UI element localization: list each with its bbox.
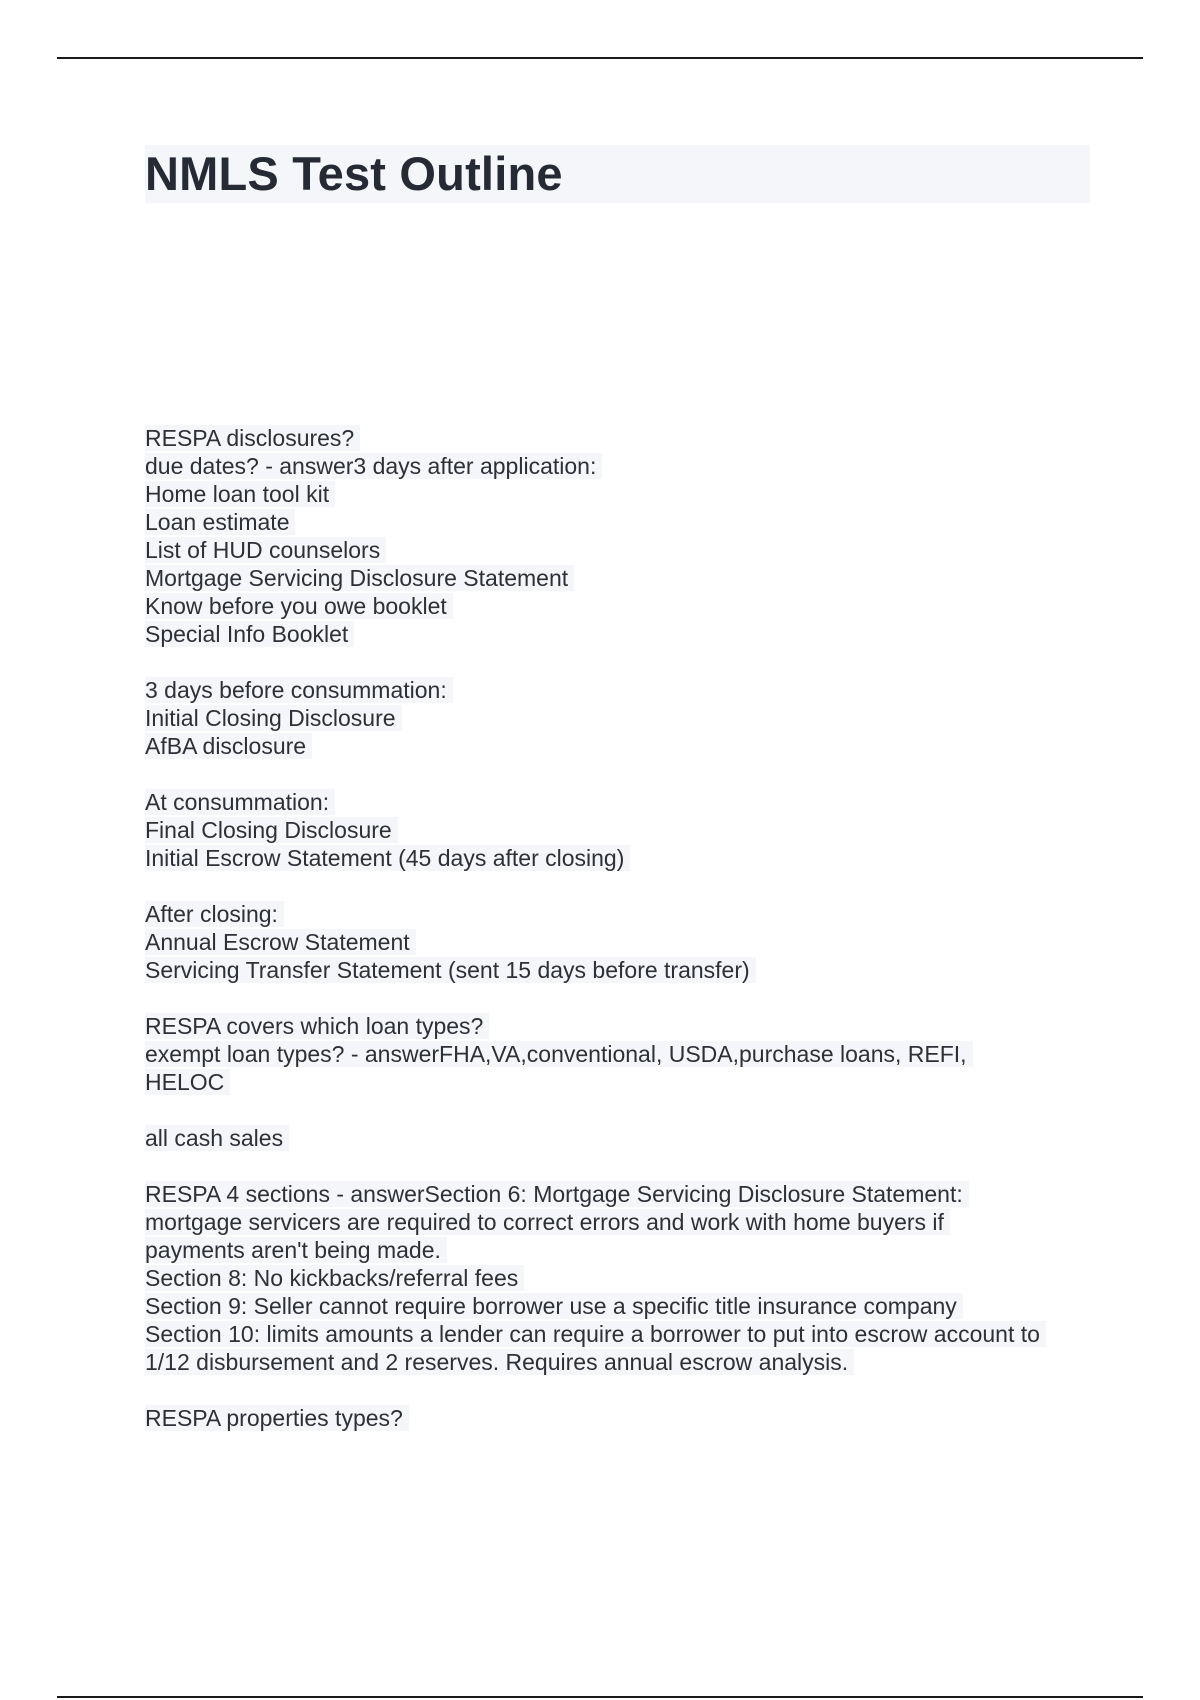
text-line: all cash sales (145, 1124, 1095, 1152)
text-line: At consummation: (145, 788, 1095, 816)
text-line: Know before you owe booklet (145, 592, 1095, 620)
text-line: RESPA 4 sections - answerSection 6: Mortgage Servicing Disclosure Statement: (145, 1180, 1095, 1208)
text-line: Section 10: limits amounts a lender can require a borrower to put into escrow account to (145, 1320, 1095, 1348)
text-line: RESPA covers which loan types? (145, 1012, 1095, 1040)
text-line: exempt loan types? - answerFHA,VA,conventional, USDA,purchase loans, REFI, (145, 1040, 1095, 1068)
text-line: payments aren't being made. (145, 1236, 1095, 1264)
text-line: due dates? - answer3 days after application: (145, 452, 1095, 480)
blank-line (145, 984, 1095, 1012)
text-line: Home loan tool kit (145, 480, 1095, 508)
blank-line (145, 1376, 1095, 1404)
text-line: Section 8: No kickbacks/referral fees (145, 1264, 1095, 1292)
text-line: RESPA properties types? (145, 1404, 1095, 1432)
blank-line (145, 648, 1095, 676)
text-line: AfBA disclosure (145, 732, 1095, 760)
text-line: List of HUD counselors (145, 536, 1095, 564)
text-line: Special Info Booklet (145, 620, 1095, 648)
text-line: Mortgage Servicing Disclosure Statement (145, 564, 1095, 592)
blank-line (145, 872, 1095, 900)
text-line: Annual Escrow Statement (145, 928, 1095, 956)
text-line: RESPA disclosures? (145, 424, 1095, 452)
text-line: Initial Closing Disclosure (145, 704, 1095, 732)
text-line: Loan estimate (145, 508, 1095, 536)
document-body (145, 424, 1095, 1432)
text-line: 3 days before consummation: (145, 676, 1095, 704)
text-line: Final Closing Disclosure (145, 816, 1095, 844)
top-rule (57, 57, 1143, 59)
page-title: NMLS Test Outline (145, 147, 563, 200)
blank-line (145, 1096, 1095, 1124)
text-line: mortgage servicers are required to correct errors and work with home buyers if (145, 1208, 1095, 1236)
text-line: HELOC (145, 1068, 1095, 1096)
text-line: 1/12 disbursement and 2 reserves. Requires annual escrow analysis. (145, 1348, 1095, 1376)
text-line: Servicing Transfer Statement (sent 15 days before transfer) (145, 956, 1095, 984)
text-line: Section 9: Seller cannot require borrower use a specific title insurance company (145, 1292, 1095, 1320)
blank-line (145, 1152, 1095, 1180)
bottom-rule (57, 1696, 1143, 1698)
text-line: Initial Escrow Statement (45 days after closing) (145, 844, 1095, 872)
blank-line (145, 760, 1095, 788)
text-line: After closing: (145, 900, 1095, 928)
